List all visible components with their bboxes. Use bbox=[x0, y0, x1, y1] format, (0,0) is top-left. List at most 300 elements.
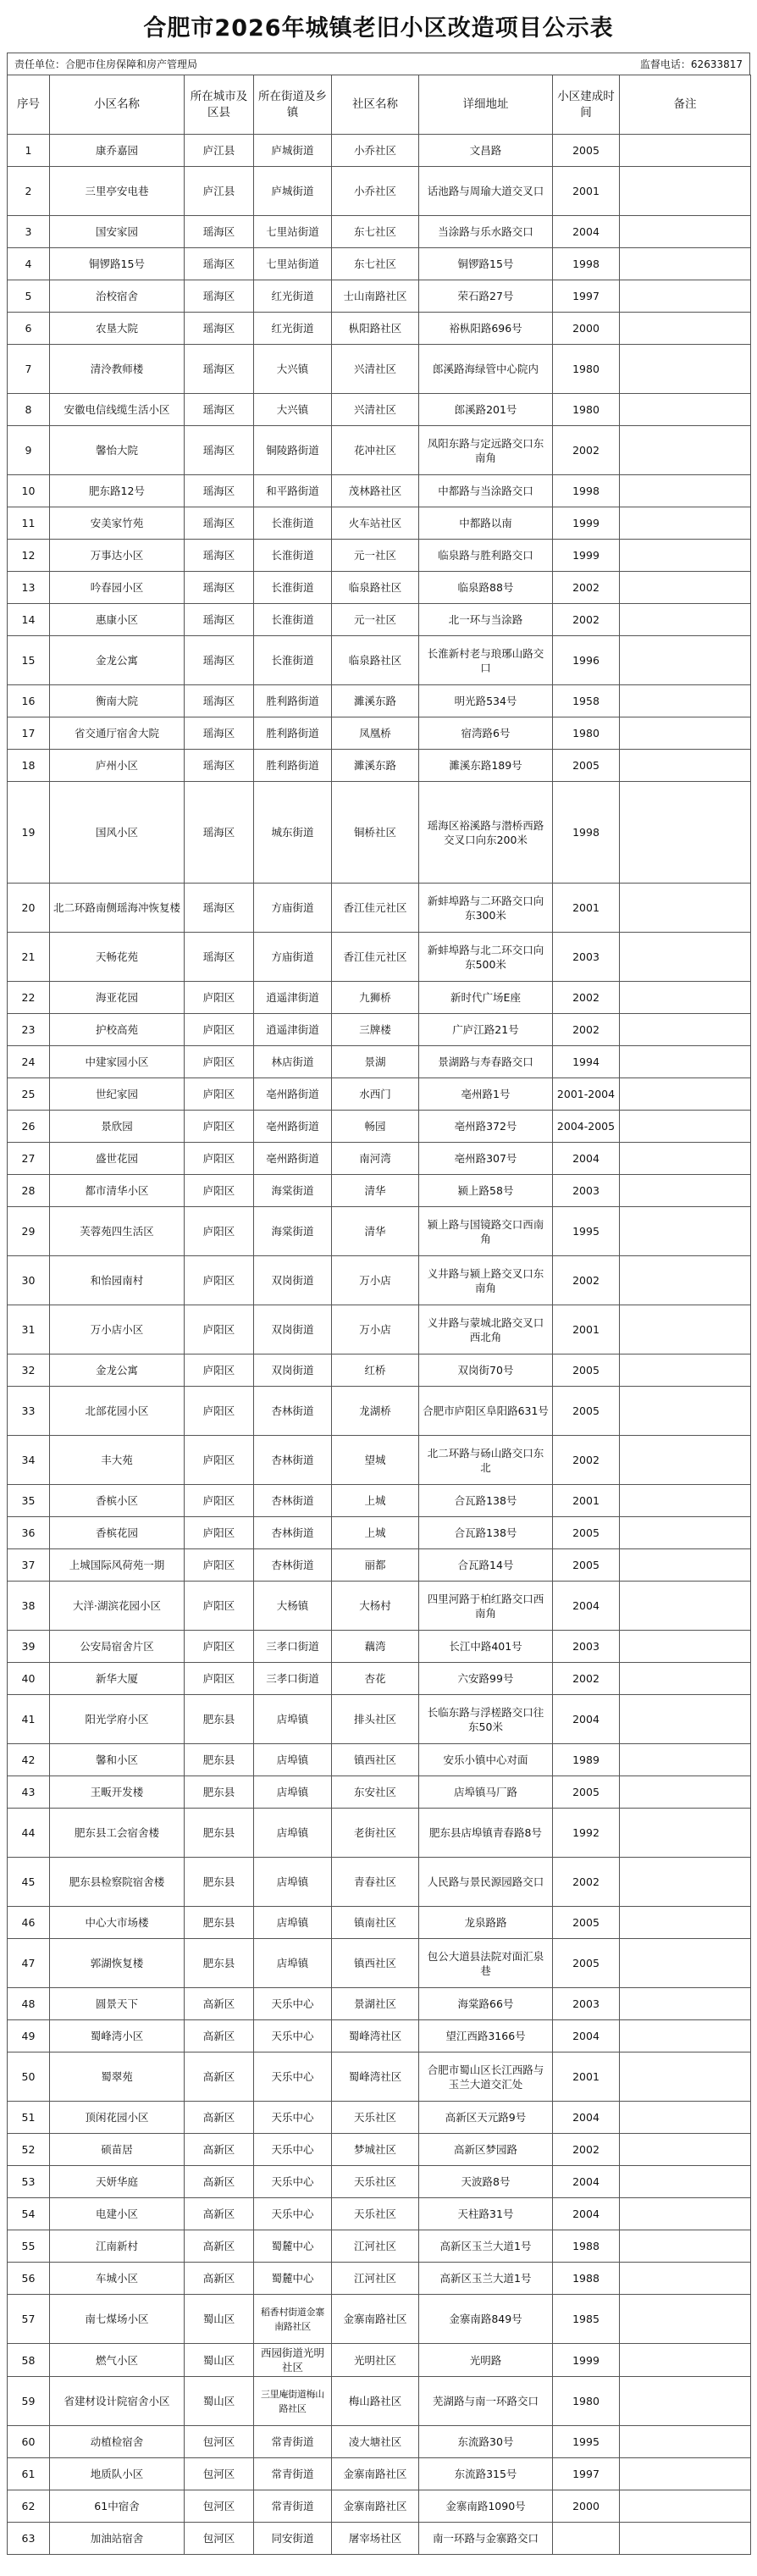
county-cell: 肥东县 bbox=[185, 1858, 254, 1907]
table-row bbox=[8, 1387, 751, 1436]
built-year-cell: 1985 bbox=[553, 2295, 620, 2344]
county-cell: 庐阳区 bbox=[185, 1256, 254, 1305]
index-cell: 13 bbox=[8, 572, 50, 604]
project-table bbox=[7, 75, 751, 2555]
col-header-street: 所在街道及乡镇 bbox=[254, 75, 332, 135]
name-cell: 公安局宿舍片区 bbox=[50, 1631, 185, 1663]
community-cell: 三牌楼 bbox=[332, 1014, 419, 1046]
name-cell: 治校宿舍 bbox=[50, 280, 185, 313]
community-cell: 枞阳路社区 bbox=[332, 313, 419, 345]
remark-cell bbox=[620, 2263, 751, 2295]
unit-value: 合肥市住房保障和房产管理局 bbox=[65, 58, 198, 70]
street-cell: 店埠镇 bbox=[254, 1809, 332, 1858]
table-row bbox=[8, 135, 751, 167]
street-cell: 天乐中心 bbox=[254, 2020, 332, 2052]
built-year-cell: 1998 bbox=[553, 248, 620, 280]
community-cell: 红桥 bbox=[332, 1354, 419, 1387]
name-cell: 护校高苑 bbox=[50, 1014, 185, 1046]
name-cell: 清泠教师楼 bbox=[50, 345, 185, 394]
remark-cell bbox=[620, 1776, 751, 1809]
name-cell: 金龙公寓 bbox=[50, 1354, 185, 1387]
county-cell: 瑶海区 bbox=[185, 782, 254, 884]
index-cell: 35 bbox=[8, 1485, 50, 1517]
table-row bbox=[8, 782, 751, 884]
index-cell: 11 bbox=[8, 507, 50, 540]
remark-cell bbox=[620, 1939, 751, 1988]
built-year-cell: 2005 bbox=[553, 1517, 620, 1549]
built-year-cell: 2004-2005 bbox=[553, 1111, 620, 1143]
address-cell: 光明路 bbox=[419, 2344, 553, 2377]
col-header-address: 详细地址 bbox=[419, 75, 553, 135]
community-cell: 金寨南路社区 bbox=[332, 2295, 419, 2344]
built-year-cell: 1996 bbox=[553, 636, 620, 685]
name-cell: 景欣园 bbox=[50, 1111, 185, 1143]
built-year-cell: 1999 bbox=[553, 507, 620, 540]
col-header-community: 社区名称 bbox=[332, 75, 419, 135]
county-cell: 高新区 bbox=[185, 2263, 254, 2295]
table-row bbox=[8, 1776, 751, 1809]
street-cell: 杏林街道 bbox=[254, 1387, 332, 1436]
street-cell: 红光街道 bbox=[254, 280, 332, 313]
remark-cell bbox=[620, 1663, 751, 1695]
county-cell: 包河区 bbox=[185, 2458, 254, 2490]
county-cell: 庐阳区 bbox=[185, 1582, 254, 1631]
table-row bbox=[8, 313, 751, 345]
remark-cell bbox=[620, 2295, 751, 2344]
street-cell: 亳州路街道 bbox=[254, 1111, 332, 1143]
street-cell: 同安街道 bbox=[254, 2523, 332, 2555]
index-cell: 38 bbox=[8, 1582, 50, 1631]
address-cell: 凤阳东路与定远路交口东南角 bbox=[419, 426, 553, 475]
community-cell: 景湖 bbox=[332, 1046, 419, 1078]
remark-cell bbox=[620, 1256, 751, 1305]
street-cell: 方庙街道 bbox=[254, 884, 332, 933]
remark-cell bbox=[620, 2458, 751, 2490]
community-cell: 水西门 bbox=[332, 1078, 419, 1111]
built-year-cell: 1998 bbox=[553, 782, 620, 884]
remark-cell bbox=[620, 1143, 751, 1175]
street-cell: 店埠镇 bbox=[254, 1695, 332, 1744]
remark-cell bbox=[620, 426, 751, 475]
community-cell: 茂林路社区 bbox=[332, 475, 419, 507]
remark-cell bbox=[620, 982, 751, 1014]
table-row bbox=[8, 750, 751, 782]
built-year-cell: 1994 bbox=[553, 1046, 620, 1078]
county-cell: 庐阳区 bbox=[185, 1387, 254, 1436]
street-cell: 城东街道 bbox=[254, 782, 332, 884]
name-cell: 馨怡大院 bbox=[50, 426, 185, 475]
remark-cell bbox=[620, 636, 751, 685]
county-cell: 庐阳区 bbox=[185, 1663, 254, 1695]
name-cell: 江南新村 bbox=[50, 2230, 185, 2263]
remark-cell bbox=[620, 2490, 751, 2523]
remark-cell bbox=[620, 2230, 751, 2263]
built-year-cell: 2005 bbox=[553, 135, 620, 167]
remark-cell bbox=[620, 2523, 751, 2555]
built-year-cell: 1992 bbox=[553, 1809, 620, 1858]
county-cell: 庐阳区 bbox=[185, 1078, 254, 1111]
built-year-cell: 1980 bbox=[553, 717, 620, 750]
remark-cell bbox=[620, 1631, 751, 1663]
table-row bbox=[8, 540, 751, 572]
table-row bbox=[8, 1207, 751, 1256]
remark-cell bbox=[620, 167, 751, 216]
community-cell: 江河社区 bbox=[332, 2263, 419, 2295]
remark-cell bbox=[620, 248, 751, 280]
remark-cell bbox=[620, 1744, 751, 1776]
supervision-phone bbox=[640, 57, 743, 71]
community-cell: 火车站社区 bbox=[332, 507, 419, 540]
address-cell: 义井路与蒙城北路交叉口西北角 bbox=[419, 1305, 553, 1354]
community-cell: 万小店 bbox=[332, 1305, 419, 1354]
remark-cell bbox=[620, 216, 751, 248]
street-cell: 常青街道 bbox=[254, 2426, 332, 2458]
address-cell: 包公大道县法院对面汇泉巷 bbox=[419, 1939, 553, 1988]
street-cell: 逍遥津街道 bbox=[254, 982, 332, 1014]
built-year-cell: 2005 bbox=[553, 1939, 620, 1988]
index-cell: 20 bbox=[8, 884, 50, 933]
index-cell: 21 bbox=[8, 933, 50, 982]
name-cell: 北二环路南侧瑶海冲恢复楼 bbox=[50, 884, 185, 933]
name-cell: 北部花园小区 bbox=[50, 1387, 185, 1436]
phone-value: 62633817 bbox=[690, 58, 743, 70]
index-cell: 63 bbox=[8, 2523, 50, 2555]
built-year-cell: 2004 bbox=[553, 2166, 620, 2198]
name-cell: 中建家园小区 bbox=[50, 1046, 185, 1078]
county-cell: 庐阳区 bbox=[185, 1517, 254, 1549]
street-cell: 三孝口街道 bbox=[254, 1663, 332, 1695]
remark-cell bbox=[620, 1078, 751, 1111]
remark-cell bbox=[620, 1387, 751, 1436]
table-row bbox=[8, 248, 751, 280]
meta-bar bbox=[7, 53, 750, 75]
name-cell: 金龙公寓 bbox=[50, 636, 185, 685]
address-cell: 长淮新村老与琅琊山路交口 bbox=[419, 636, 553, 685]
community-cell: 临泉路社区 bbox=[332, 572, 419, 604]
county-cell: 庐阳区 bbox=[185, 1175, 254, 1207]
community-cell: 士山南路社区 bbox=[332, 280, 419, 313]
index-cell: 48 bbox=[8, 1988, 50, 2020]
remark-cell bbox=[620, 2377, 751, 2426]
name-cell: 香槟小区 bbox=[50, 1485, 185, 1517]
index-cell: 9 bbox=[8, 426, 50, 475]
remark-cell bbox=[620, 685, 751, 717]
address-cell: 龙泉路路 bbox=[419, 1907, 553, 1939]
address-cell: 四里河路于柏红路交口西南角 bbox=[419, 1582, 553, 1631]
built-year-cell: 1988 bbox=[553, 2230, 620, 2263]
name-cell: 动植检宿舍 bbox=[50, 2426, 185, 2458]
name-cell: 车城小区 bbox=[50, 2263, 185, 2295]
table-row bbox=[8, 475, 751, 507]
name-cell: 王畈开发楼 bbox=[50, 1776, 185, 1809]
county-cell: 瑶海区 bbox=[185, 475, 254, 507]
remark-cell bbox=[620, 345, 751, 394]
remark-cell bbox=[620, 1305, 751, 1354]
built-year-cell: 2002 bbox=[553, 1436, 620, 1485]
county-cell: 庐江县 bbox=[185, 167, 254, 216]
street-cell: 店埠镇 bbox=[254, 1939, 332, 1988]
name-cell: 都市清华小区 bbox=[50, 1175, 185, 1207]
index-cell: 22 bbox=[8, 982, 50, 1014]
street-cell: 天乐中心 bbox=[254, 2102, 332, 2134]
name-cell: 三里亭安电巷 bbox=[50, 167, 185, 216]
address-cell: 东流路30号 bbox=[419, 2426, 553, 2458]
street-cell: 西园街道光明社区 bbox=[254, 2344, 332, 2377]
street-cell: 稻香村街道金寨南路社区 bbox=[254, 2295, 332, 2344]
name-cell: 肥东县工会宿舍楼 bbox=[50, 1809, 185, 1858]
street-cell: 海棠街道 bbox=[254, 1175, 332, 1207]
address-cell: 临泉路88号 bbox=[419, 572, 553, 604]
table-row bbox=[8, 1582, 751, 1631]
table-row bbox=[8, 1143, 751, 1175]
index-cell: 16 bbox=[8, 685, 50, 717]
built-year-cell: 1997 bbox=[553, 2458, 620, 2490]
street-cell: 双岗街道 bbox=[254, 1305, 332, 1354]
name-cell: 天妍华庭 bbox=[50, 2166, 185, 2198]
remark-cell bbox=[620, 2344, 751, 2377]
index-cell: 57 bbox=[8, 2295, 50, 2344]
county-cell: 庐阳区 bbox=[185, 1014, 254, 1046]
col-header-built-year: 小区建成时间 bbox=[553, 75, 620, 135]
table-row bbox=[8, 1695, 751, 1744]
county-cell: 蜀山区 bbox=[185, 2344, 254, 2377]
index-cell: 55 bbox=[8, 2230, 50, 2263]
name-cell: 蜀峰湾小区 bbox=[50, 2020, 185, 2052]
address-cell: 裕枞阳路696号 bbox=[419, 313, 553, 345]
index-cell: 50 bbox=[8, 2052, 50, 2102]
county-cell: 蜀山区 bbox=[185, 2295, 254, 2344]
name-cell: 香槟花园 bbox=[50, 1517, 185, 1549]
street-cell: 店埠镇 bbox=[254, 1858, 332, 1907]
street-cell: 亳州路街道 bbox=[254, 1078, 332, 1111]
built-year-cell: 2000 bbox=[553, 2490, 620, 2523]
county-cell: 高新区 bbox=[185, 2052, 254, 2102]
street-cell: 方庙街道 bbox=[254, 933, 332, 982]
community-cell: 蜀峰湾社区 bbox=[332, 2052, 419, 2102]
community-cell: 上城 bbox=[332, 1517, 419, 1549]
index-cell: 36 bbox=[8, 1517, 50, 1549]
table-row bbox=[8, 636, 751, 685]
table-row bbox=[8, 1939, 751, 1988]
community-cell: 大杨村 bbox=[332, 1582, 419, 1631]
index-cell: 8 bbox=[8, 394, 50, 426]
built-year-cell: 2005 bbox=[553, 1907, 620, 1939]
community-cell: 上城 bbox=[332, 1485, 419, 1517]
index-cell: 27 bbox=[8, 1143, 50, 1175]
name-cell: 圆景天下 bbox=[50, 1988, 185, 2020]
built-year-cell: 2004 bbox=[553, 1143, 620, 1175]
header-row bbox=[8, 75, 751, 135]
remark-cell bbox=[620, 1809, 751, 1858]
address-cell: 新蚌埠路与二环路交口向东300米 bbox=[419, 884, 553, 933]
community-cell: 凤凰桥 bbox=[332, 717, 419, 750]
name-cell: 肥东县检察院宿舍楼 bbox=[50, 1858, 185, 1907]
street-cell: 双岗街道 bbox=[254, 1354, 332, 1387]
name-cell: 万事达小区 bbox=[50, 540, 185, 572]
index-cell: 54 bbox=[8, 2198, 50, 2230]
index-cell: 14 bbox=[8, 604, 50, 636]
index-cell: 26 bbox=[8, 1111, 50, 1143]
county-cell: 瑶海区 bbox=[185, 685, 254, 717]
index-cell: 43 bbox=[8, 1776, 50, 1809]
name-cell: 省交通厅宿舍大院 bbox=[50, 717, 185, 750]
built-year-cell: 2002 bbox=[553, 2134, 620, 2166]
community-cell: 杏花 bbox=[332, 1663, 419, 1695]
address-cell: 高新区梦园路 bbox=[419, 2134, 553, 2166]
built-year-cell: 2004 bbox=[553, 2102, 620, 2134]
built-year-cell: 2002 bbox=[553, 982, 620, 1014]
street-cell: 常青街道 bbox=[254, 2458, 332, 2490]
remark-cell bbox=[620, 1907, 751, 1939]
built-year-cell: 2002 bbox=[553, 426, 620, 475]
table-row bbox=[8, 167, 751, 216]
table-row bbox=[8, 1988, 751, 2020]
built-year-cell: 1989 bbox=[553, 1744, 620, 1776]
name-cell: 铜锣路15号 bbox=[50, 248, 185, 280]
street-cell: 七里站街道 bbox=[254, 216, 332, 248]
built-year-cell: 2004 bbox=[553, 216, 620, 248]
col-header-name: 小区名称 bbox=[50, 75, 185, 135]
street-cell: 天乐中心 bbox=[254, 2166, 332, 2198]
community-cell: 屠宰场社区 bbox=[332, 2523, 419, 2555]
built-year-cell: 2004 bbox=[553, 1695, 620, 1744]
name-cell: 肥东路12号 bbox=[50, 475, 185, 507]
name-cell: 安徽电信线缆生活小区 bbox=[50, 394, 185, 426]
address-cell: 文昌路 bbox=[419, 135, 553, 167]
name-cell: 衡南大院 bbox=[50, 685, 185, 717]
street-cell: 蜀麓中心 bbox=[254, 2263, 332, 2295]
built-year-cell: 2002 bbox=[553, 1014, 620, 1046]
index-cell: 32 bbox=[8, 1354, 50, 1387]
address-cell: 高新区玉兰大道1号 bbox=[419, 2263, 553, 2295]
county-cell: 瑶海区 bbox=[185, 933, 254, 982]
name-cell: 安美家竹苑 bbox=[50, 507, 185, 540]
built-year-cell: 2005 bbox=[553, 1387, 620, 1436]
county-cell: 瑶海区 bbox=[185, 572, 254, 604]
name-cell: 丰大苑 bbox=[50, 1436, 185, 1485]
col-header-index: 序号 bbox=[8, 75, 50, 135]
remark-cell bbox=[620, 572, 751, 604]
street-cell: 庐城街道 bbox=[254, 167, 332, 216]
remark-cell bbox=[620, 750, 751, 782]
county-cell: 瑶海区 bbox=[185, 280, 254, 313]
name-cell: 地质队小区 bbox=[50, 2458, 185, 2490]
table-row bbox=[8, 1111, 751, 1143]
remark-cell bbox=[620, 1207, 751, 1256]
county-cell: 高新区 bbox=[185, 2230, 254, 2263]
index-cell: 6 bbox=[8, 313, 50, 345]
address-cell: 合肥市庐阳区阜阳路631号 bbox=[419, 1387, 553, 1436]
built-year-cell: 2002 bbox=[553, 572, 620, 604]
built-year-cell: 2002 bbox=[553, 1858, 620, 1907]
built-year-cell: 2004 bbox=[553, 2198, 620, 2230]
table-row bbox=[8, 2458, 751, 2490]
address-cell: 安乐小镇中心对面 bbox=[419, 1744, 553, 1776]
index-cell: 61 bbox=[8, 2458, 50, 2490]
community-cell: 金寨南路社区 bbox=[332, 2458, 419, 2490]
community-cell: 江河社区 bbox=[332, 2230, 419, 2263]
community-cell: 元一社区 bbox=[332, 540, 419, 572]
index-cell: 52 bbox=[8, 2134, 50, 2166]
street-cell: 胜利路街道 bbox=[254, 717, 332, 750]
county-cell: 肥东县 bbox=[185, 1744, 254, 1776]
table-row bbox=[8, 1014, 751, 1046]
table-row bbox=[8, 1485, 751, 1517]
unit-label: 责任单位： bbox=[14, 58, 66, 70]
built-year-cell: 2001 bbox=[553, 884, 620, 933]
index-cell: 42 bbox=[8, 1744, 50, 1776]
table-row bbox=[8, 1744, 751, 1776]
index-cell: 39 bbox=[8, 1631, 50, 1663]
street-cell: 三孝口街道 bbox=[254, 1631, 332, 1663]
index-cell: 34 bbox=[8, 1436, 50, 1485]
county-cell: 肥东县 bbox=[185, 1776, 254, 1809]
index-cell: 15 bbox=[8, 636, 50, 685]
remark-cell bbox=[620, 604, 751, 636]
county-cell: 庐江县 bbox=[185, 135, 254, 167]
name-cell: 省建材设计院宿舍小区 bbox=[50, 2377, 185, 2426]
built-year-cell: 1995 bbox=[553, 2426, 620, 2458]
table-row bbox=[8, 685, 751, 717]
remark-cell bbox=[620, 1517, 751, 1549]
address-cell: 景湖路与寿春路交口 bbox=[419, 1046, 553, 1078]
remark-cell bbox=[620, 507, 751, 540]
address-cell: 高新区天元路9号 bbox=[419, 2102, 553, 2134]
street-cell: 胜利路街道 bbox=[254, 750, 332, 782]
name-cell: 农垦大院 bbox=[50, 313, 185, 345]
name-cell: 蜀翠苑 bbox=[50, 2052, 185, 2102]
index-cell: 1 bbox=[8, 135, 50, 167]
street-cell: 铜陵路街道 bbox=[254, 426, 332, 475]
community-cell: 南河湾 bbox=[332, 1143, 419, 1175]
name-cell: 盛世花园 bbox=[50, 1143, 185, 1175]
community-cell: 光明社区 bbox=[332, 2344, 419, 2377]
county-cell: 瑶海区 bbox=[185, 604, 254, 636]
index-cell: 44 bbox=[8, 1809, 50, 1858]
document bbox=[7, 5, 750, 2555]
index-cell: 28 bbox=[8, 1175, 50, 1207]
index-cell: 46 bbox=[8, 1907, 50, 1939]
county-cell: 庐阳区 bbox=[185, 1549, 254, 1582]
community-cell: 元一社区 bbox=[332, 604, 419, 636]
address-cell: 六安路99号 bbox=[419, 1663, 553, 1695]
county-cell: 高新区 bbox=[185, 2166, 254, 2198]
table-row bbox=[8, 2490, 751, 2523]
street-cell: 杏林街道 bbox=[254, 1549, 332, 1582]
table-row bbox=[8, 2102, 751, 2134]
remark-cell bbox=[620, 1436, 751, 1485]
county-cell: 瑶海区 bbox=[185, 216, 254, 248]
county-cell: 瑶海区 bbox=[185, 394, 254, 426]
remark-cell bbox=[620, 1046, 751, 1078]
address-cell: 高新区玉兰大道1号 bbox=[419, 2230, 553, 2263]
address-cell: 南一环路与金寨路交口 bbox=[419, 2523, 553, 2555]
page-title: 合肥市2026年城镇老旧小区改造项目公示表 bbox=[143, 15, 614, 42]
name-cell: 和怡园南村 bbox=[50, 1256, 185, 1305]
county-cell: 庐阳区 bbox=[185, 1046, 254, 1078]
built-year-cell: 2005 bbox=[553, 1354, 620, 1387]
community-cell: 镇西社区 bbox=[332, 1939, 419, 1988]
index-cell: 62 bbox=[8, 2490, 50, 2523]
remark-cell bbox=[620, 2102, 751, 2134]
table-row bbox=[8, 933, 751, 982]
community-cell: 望城 bbox=[332, 1436, 419, 1485]
table-row bbox=[8, 2263, 751, 2295]
street-cell: 海棠街道 bbox=[254, 1207, 332, 1256]
county-cell: 高新区 bbox=[185, 2134, 254, 2166]
table-row bbox=[8, 572, 751, 604]
remark-cell bbox=[620, 1988, 751, 2020]
